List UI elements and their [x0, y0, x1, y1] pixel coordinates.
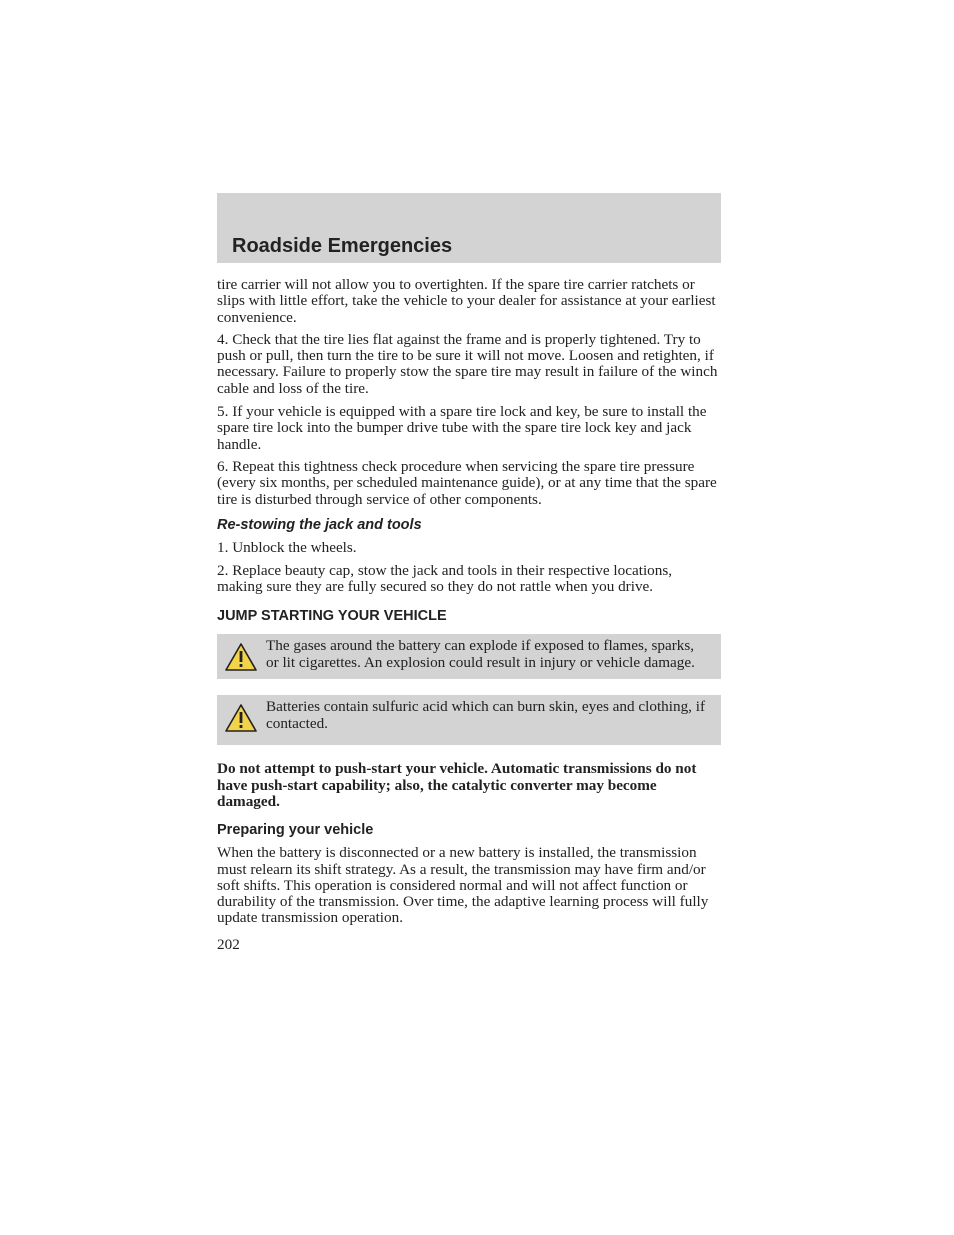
preparing-heading: Preparing your vehicle	[217, 822, 374, 839]
warning-text-acid: Batteries contain sulfuric acid which can burn skin, eyes and clothing, if contacted.	[266, 698, 706, 733]
paragraph-tire-carrier: tire carrier will not allow you to overtighten. If the spare tire carrier ratchets or slips with little effort, take the vehicle to your dealer for assistance at your earliest convenience.	[217, 276, 716, 326]
section-header-band	[217, 193, 721, 263]
warning-box-acid	[217, 695, 721, 745]
paragraph-step-5: 5. If your vehicle is equipped with a spare tire lock and key, be sure to install the spare tire lock into the bumper drive tube with the spare tire lock key and jack handle.	[217, 403, 707, 453]
paragraph-step-4: 4. Check that the tire lies flat against the frame and is properly tightened. Try to push or pull, then turn the tire to be sure it will not move. Loosen and retighten, if necessary. Failure to properly stow the spare tire may result in failure of the winch cable and loss of the tire.	[217, 330, 718, 397]
warning-triangle-icon	[224, 703, 258, 735]
restow-step-1: 1. Unblock the wheels.	[217, 538, 357, 556]
page-content	[217, 277, 721, 953]
warning-text-explosion: The gases around the battery can explode if exposed to flames, sparks, or lit cigarettes. An explosion could result in injury or vehicle damage.	[266, 636, 695, 671]
restow-step-2: 2. Replace beauty cap, stow the jack and tools in their respective locations, making sure they are fully secured so they do not rattle when you drive.	[217, 562, 673, 596]
paragraph-step-6: 6. Repeat this tightness check procedure when servicing the spare tire pressure (every six months, per scheduled maintenance guide), or at any time that the spare tire is disturbed through service of other components.	[217, 457, 717, 508]
restow-heading: Re-stowing the jack and tools	[217, 516, 422, 533]
section-title: Roadside Emergencies	[232, 235, 453, 257]
warning-triangle-icon	[224, 642, 258, 674]
push-start-caution: Do not attempt to push-start your vehicle. Automatic transmissions do not have push-start capability; also, the catalytic converter may become damaged.	[217, 760, 697, 810]
warning-box-explosion	[217, 634, 721, 680]
page-number: 202	[217, 935, 240, 953]
preparing-body: When the battery is disconnected or a new battery is installed, the transmission must relearn its shift strategy. As a result, the transmission may have firm and/or soft shifts. This operation is considered normal and will not affect function or durability of the transmission. Over time, the adaptive learning process will fully update transmission operation.	[217, 844, 709, 927]
jump-start-heading: JUMP STARTING YOUR VEHICLE	[217, 607, 447, 624]
